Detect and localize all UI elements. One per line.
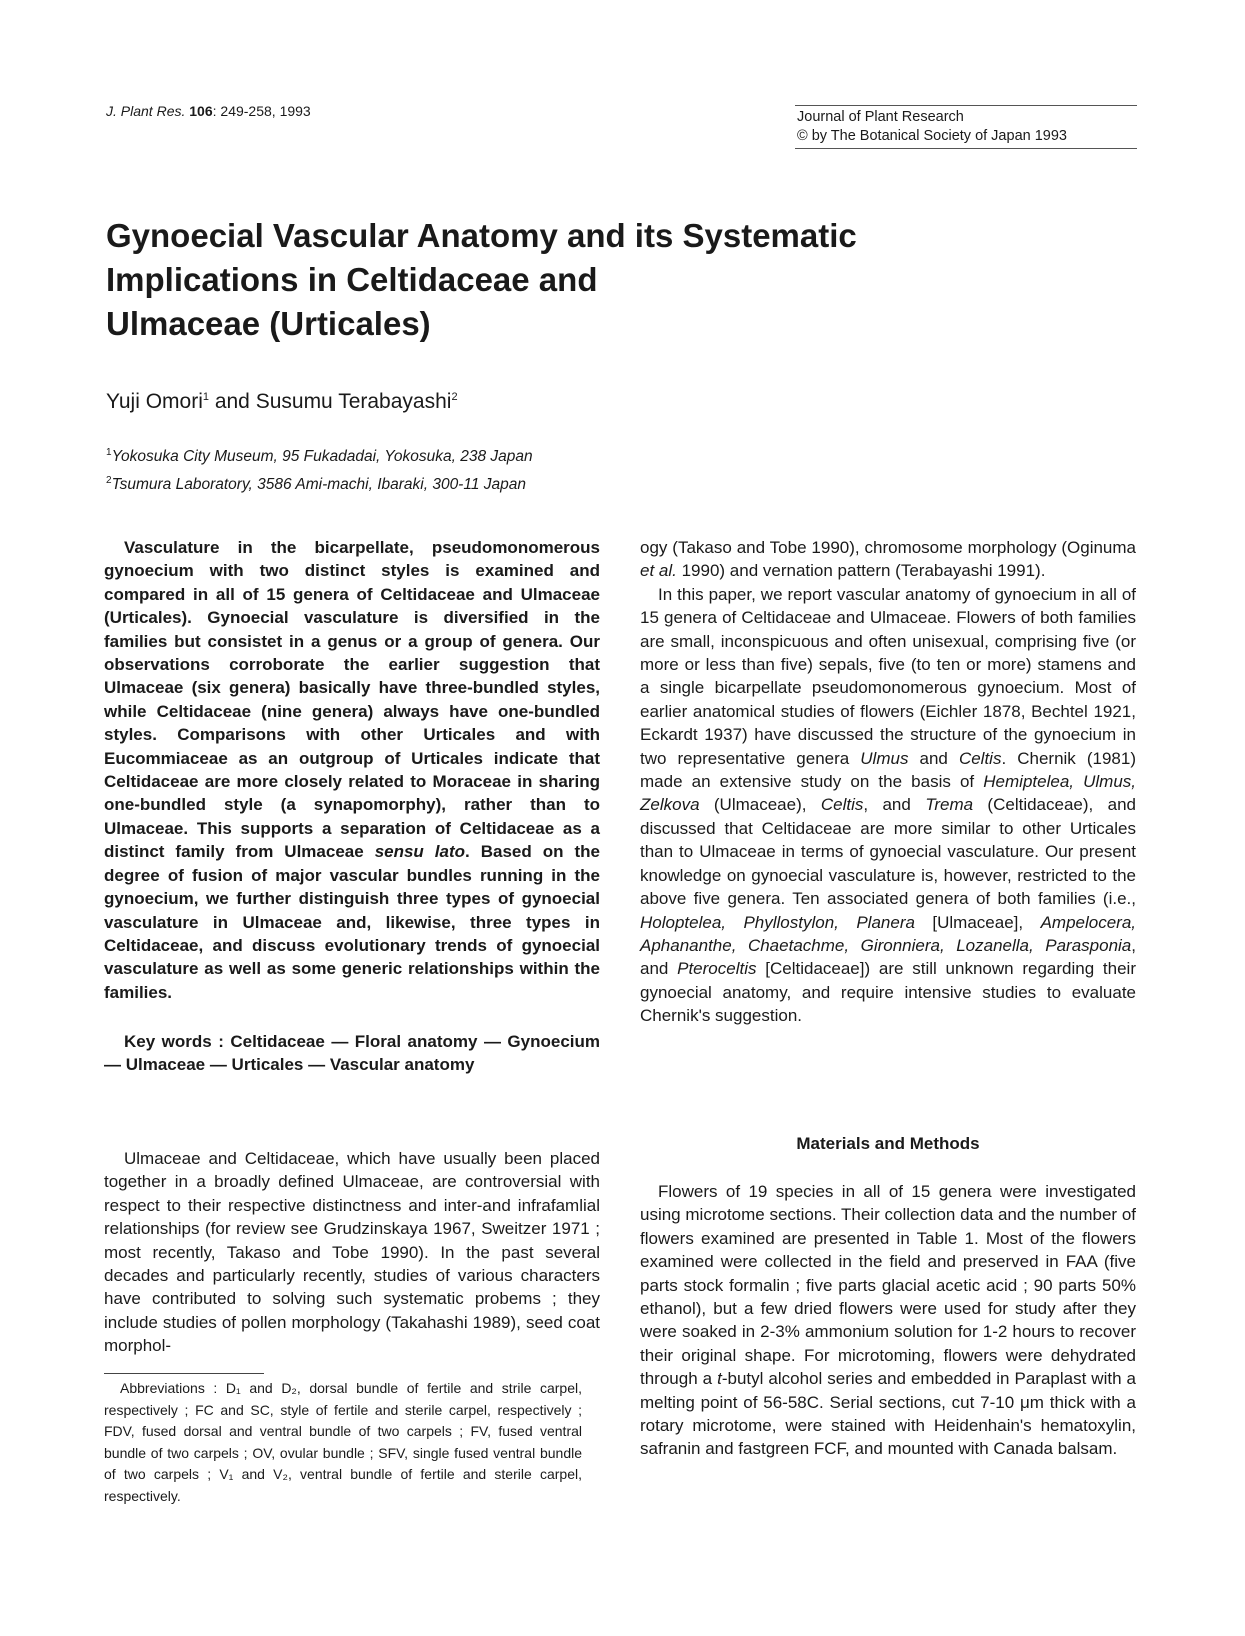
copyright-line: © by The Botanical Society of Japan 1993 — [797, 128, 1067, 144]
footnote-abbreviations: Abbreviations : D₁ and D₂, dorsal bundle of fertile and strile carpel, respectively ; FC and SC, style of fertile and sterile carpel, respectively ; FDV, fused dorsal and ventral bundle of two carpels ; FV, fused ventral bundle of two carpels ; OV, ovular bundle ; SFV, single fused ventral bundle of two carpels ; V₁ and V₂, ventral bundle of fertile and sterile carpel, respectively. — [104, 1380, 582, 1504]
journal-copyright-box — [795, 105, 1137, 149]
affiliation-mark: 1 — [106, 447, 112, 458]
affiliation-mark: 2 — [451, 391, 458, 403]
right-column-text — [640, 536, 1136, 1028]
keywords: Key words : Celtidaceae — Floral anatomy — Gynoecium — Ulmaceae — Urticales — Vascular anatomy — [104, 1032, 600, 1075]
volume-number: 106 — [189, 103, 213, 119]
author-name: Susumu Terabayashi — [255, 390, 452, 413]
paragraph: In this paper, we report vascular anatomy of gynoecium in all of 15 genera of Celtidaceae and Ulmaceae. Flowers of both families are small, inconspicuous and often unisexual, comprising five (or more or less than five) sepals, five (to ten or more) stamens and a single bicarpellate pseudomonomerous gynoecium. Most of earlier anatomical studies of flowers (Eichler 1878, Bechtel 1921, Eckardt 1937) have discussed the structure of the gynoecium in two representative genera Ulmus and Celtis. Chernik (1981) made an extensive study on the basis of Hemiptelea, Ulmus, Zelkova (Ulmaceae), Celtis, and Trema (Celtidaceae), and discussed that Celtidaceae are more similar to other Urticales than to Ulmaceae in terms of gynoecial vasculature. Our present knowledge on gynoecial vasculature is, however, restricted to the above five genera. Ten associated genera of both families (i.e., Holoptelea, Phyllostylon, Planera [Ulmaceae], Ampelocera, Aphananthe, Chaetachme, Gironniera, Lozanella, Parasponia, and Pteroceltis [Celtidaceae]) are still unknown regarding their gynoecial anatomy, and require intensive studies to evaluate Chernik's suggestion. — [640, 584, 1137, 1026]
paragraph: ogy (Takaso and Tobe 1990), chromosome morphology (Oginuma et al. 1990) and vernation pattern (Terabayashi 1991). — [640, 538, 1136, 581]
affiliation-mark: 2 — [106, 475, 112, 487]
title-line-3: Ulmaceae (Urticales) — [106, 305, 431, 342]
author-conjunction: and — [208, 390, 256, 413]
paper-title — [106, 214, 1006, 346]
affiliation-line: $^2$Tsumura Laboratory, 3586 Ami-machi, Ibaraki, 300-11 Japan — [106, 475, 526, 494]
journal-abbrev: J. Plant Res. — [106, 103, 186, 119]
title-line-1: Gynoecial Vascular Anatomy and its Systematic — [106, 217, 857, 254]
affiliations — [106, 441, 533, 497]
author-name: Yuji Omori — [106, 390, 203, 413]
abstract: Vasculature in the bicarpellate, pseudomonomerous gynoecium with two distinct styles is examined and compared in all of 15 genera of Celtidaceae and Ulmaceae (Urticales). Gynoecial vasculature is diversified in the families but consistet in a genus or a group of genera. Our observations corroborate the earlier suggestion that Ulmaceae (six genera) basically have three-bundled styles, while Celtidaceae (nine genera) always have one-bundled styles. Comparisons with other Urticales and with Eucommiaceae as an outgroup of Urticales indicate that Celtidaceae are more closely related to Moraceae in sharing one-bundled style (a synapomorphy), rather than to Ulmaceae. This supports a separation of Celtidaceae as a distinct family from Ulmaceae sensu lato. Based on the degree of fusion of major vascular bundles running in the gynoecium, we further distinguish three types of gynoecial vasculature in Ulmaceae and, likewise, three types in Celtidaceae, and discuss evolutionary trends of gynoecial vasculature as well as some generic relationships within the families. — [104, 538, 600, 1002]
pages-year: : 249-258, 1993 — [212, 103, 311, 119]
abstract-italic: sensu lato — [374, 842, 466, 862]
affiliation-mark: 1 — [202, 391, 209, 403]
journal-name: Journal of Plant Research — [797, 109, 964, 125]
methods-text: Flowers of 19 species in all of 15 genera were investigated using microtome sections. Their collection data and the number of flowers examined are presented in Table 1. Most of the flowers examined were collected in the field and preserved in FAA (five parts stock formalin ; five parts glacial acetic acid ; 90 parts 50% ethanol), but a few dried flowers were used for study after they were soaked in 2-3% ammonium solution for 1-2 hours to recover their original shape. For microtoming, flowers were dehydrated through a t-butyl alcohol series and embedded in Paraplast with a melting point of 56-58C. Serial sections, cut 7-10 μm thick with a rotary microtome, were stained with Heidenhain's hematoxylin, safranin and fastgreen FCF, and mounted with Canada balsam. — [640, 1182, 1136, 1459]
author-list — [106, 390, 458, 414]
section-heading: Materials and Methods — [796, 1134, 980, 1153]
footnote-divider — [104, 1373, 264, 1374]
title-line-2: Implications in Celtidaceae and — [106, 261, 598, 298]
affiliation-line: $^1$Yokosuka City Museum, 95 Fukadadai, Yokosuka, 238 Japan — [106, 447, 533, 466]
running-header-citation — [106, 103, 311, 119]
introduction-text: Ulmaceae and Celtidaceae, which have usually been placed together in a broadly defined Ulmaceae, are controversial with respect to their respective distinctness and inter-and infrafamlial relationships (for review see Grudzinskaya 1967, Sweitzer 1971 ; most recently, Takaso and Tobe 1990). In the past several decades and particularly recently, studies of various characters have contributed to solving such systematic probems ; they include studies of pollen morphology (Takahashi 1989), seed coat morphol- — [104, 1149, 600, 1356]
